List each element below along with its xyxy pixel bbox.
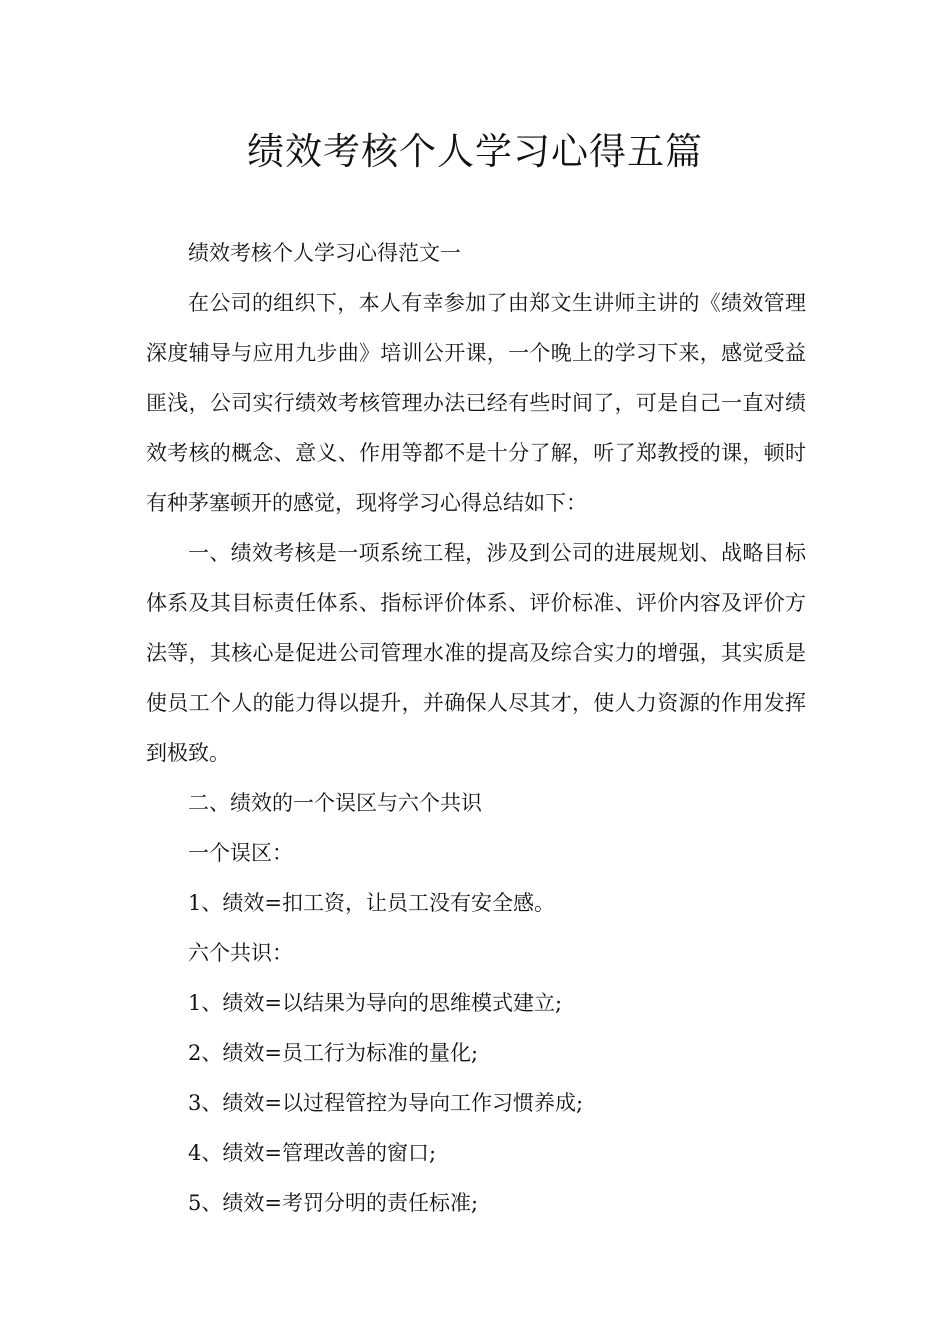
list-item: 1、绩效=以结果为导向的思维模式建立;	[188, 991, 563, 1015]
document-body	[146, 228, 806, 1228]
list-item: 2、绩效=员工行为标准的量化;	[188, 1041, 479, 1065]
paragraph: 一、绩效考核是一项系统工程，涉及到公司的进展规划、战略目标体系及其目标责任体系、指标评价体系、评价标准、评价内容及评价方法等，其核心是促进公司管理水准的提高及综合实力的增强，其实质是使员工个人的能力得以提升，并确保人尽其才，使人力资源的作用发挥到极致。	[146, 541, 806, 765]
paragraph: 一个误区：	[188, 841, 293, 865]
paragraph: 六个共识：	[188, 941, 293, 965]
list-item: 5、绩效=考罚分明的责任标准;	[188, 1191, 479, 1215]
document-title: 绩效考核个人学习心得五篇	[247, 130, 703, 173]
list-item: 4、绩效=管理改善的窗口;	[188, 1141, 437, 1165]
section-heading: 绩效考核个人学习心得范文一	[188, 241, 461, 265]
list-item: 3、绩效=以过程管控为导向工作习惯养成;	[188, 1091, 584, 1115]
list-item: 1、绩效=扣工资，让员工没有安全感。	[188, 891, 555, 915]
paragraph: 在公司的组织下，本人有幸参加了由郑文生讲师主讲的《绩效管理深度辅导与应用九步曲》培训公开课，一个晚上的学习下来，感觉受益匪浅，公司实行绩效考核管理办法已经有些时间了，可是自己一直对绩效考核的概念、意义、作用等都不是十分了解，听了郑教授的课，顿时有种茅塞顿开的感觉，现将学习心得总结如下：	[146, 291, 806, 515]
paragraph: 二、绩效的一个误区与六个共识	[188, 791, 482, 815]
